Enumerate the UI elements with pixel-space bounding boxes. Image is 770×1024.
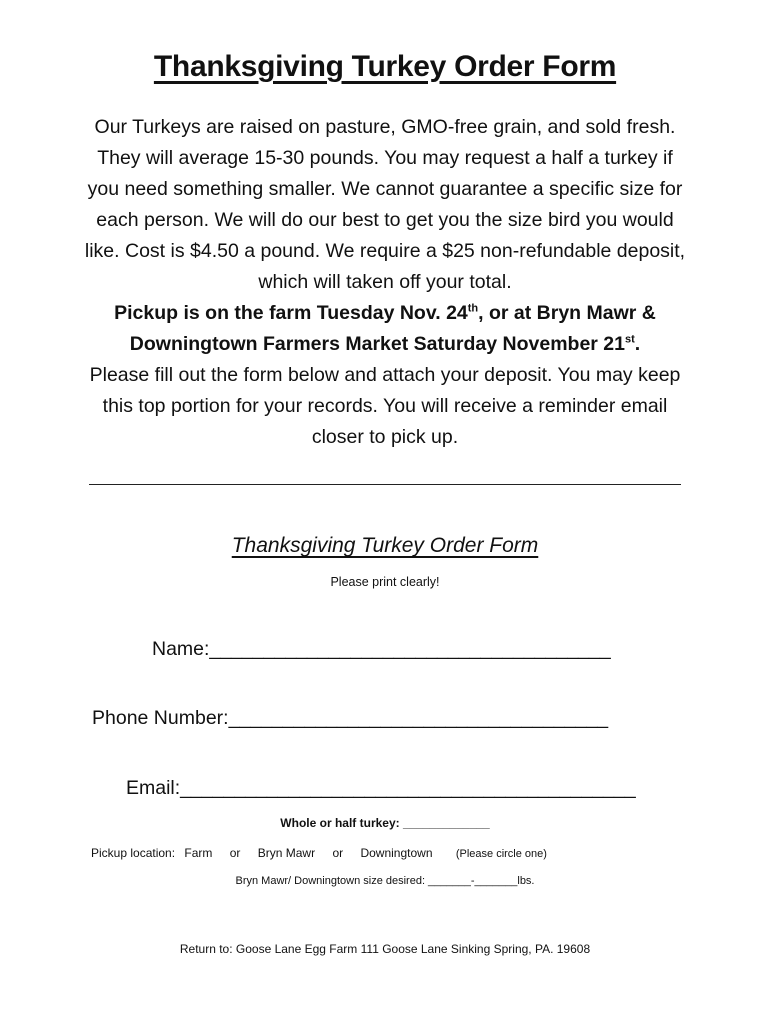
email-field[interactable]: Email:__________________________________________ — [126, 777, 636, 799]
instructions-paragraph: Please fill out the form below and attach your deposit. You may keep this top portion for your records. You will receive a reminder email closer to pick up. — [89, 364, 681, 448]
pickup-info-sup1: th — [467, 302, 479, 315]
phone-number-field[interactable]: Phone Number:___________________________________ — [92, 707, 609, 729]
pickup-option-downingtown[interactable]: Downingtown — [360, 846, 433, 860]
pickup-info-part2: , or at Bryn Mawr & Downingtown Farmers Market Saturday November 21 — [129, 302, 656, 355]
pickup-info-sup2: st — [625, 333, 635, 346]
whole-or-half-field[interactable]: Whole or half turkey: _____________ — [280, 816, 490, 830]
form-title: Thanksgiving Turkey Order Form — [231, 534, 539, 557]
pickup-info-part3: . — [634, 333, 641, 355]
intro-paragraph: Our Turkeys are raised on pasture, GMO-free grain, and sold fresh. They will average 15-30 pounds. You may request a half a turkey if you need something smaller. We cannot guarantee a specific size for each person. We will do our best to get you the size bird you would like. Cost is $4.50 a pound. We require a $25 non-refundable deposit, which will taken off your total. — [84, 116, 686, 293]
return-address: Return to: Goose Lane Egg Farm 111 Goose Lane Sinking Spring, PA. 19608 — [179, 942, 591, 956]
intro-text — [80, 112, 690, 453]
circle-one-note: (Please circle one) — [455, 848, 547, 860]
pickup-location-label: Pickup location: — [91, 846, 176, 860]
page-title: Thanksgiving Turkey Order Form — [153, 50, 617, 83]
pickup-location-row — [91, 846, 547, 860]
pickup-info — [80, 298, 690, 360]
tear-off-divider — [89, 484, 681, 485]
pickup-or-separator: or — [229, 846, 241, 860]
pickup-option-bryn-mawr[interactable]: Bryn Mawr — [257, 846, 316, 860]
pickup-or-separator: or — [332, 846, 344, 860]
pickup-option-farm[interactable]: Farm — [184, 846, 213, 860]
size-desired-field[interactable]: Bryn Mawr/ Downingtown size desired: _______-_______lbs. — [235, 875, 535, 887]
pickup-info-part1: Pickup is on the farm Tuesday Nov. 24 — [114, 302, 468, 324]
name-field[interactable]: Name:_____________________________________ — [152, 638, 611, 660]
form-subtitle: Please print clearly! — [330, 575, 440, 589]
